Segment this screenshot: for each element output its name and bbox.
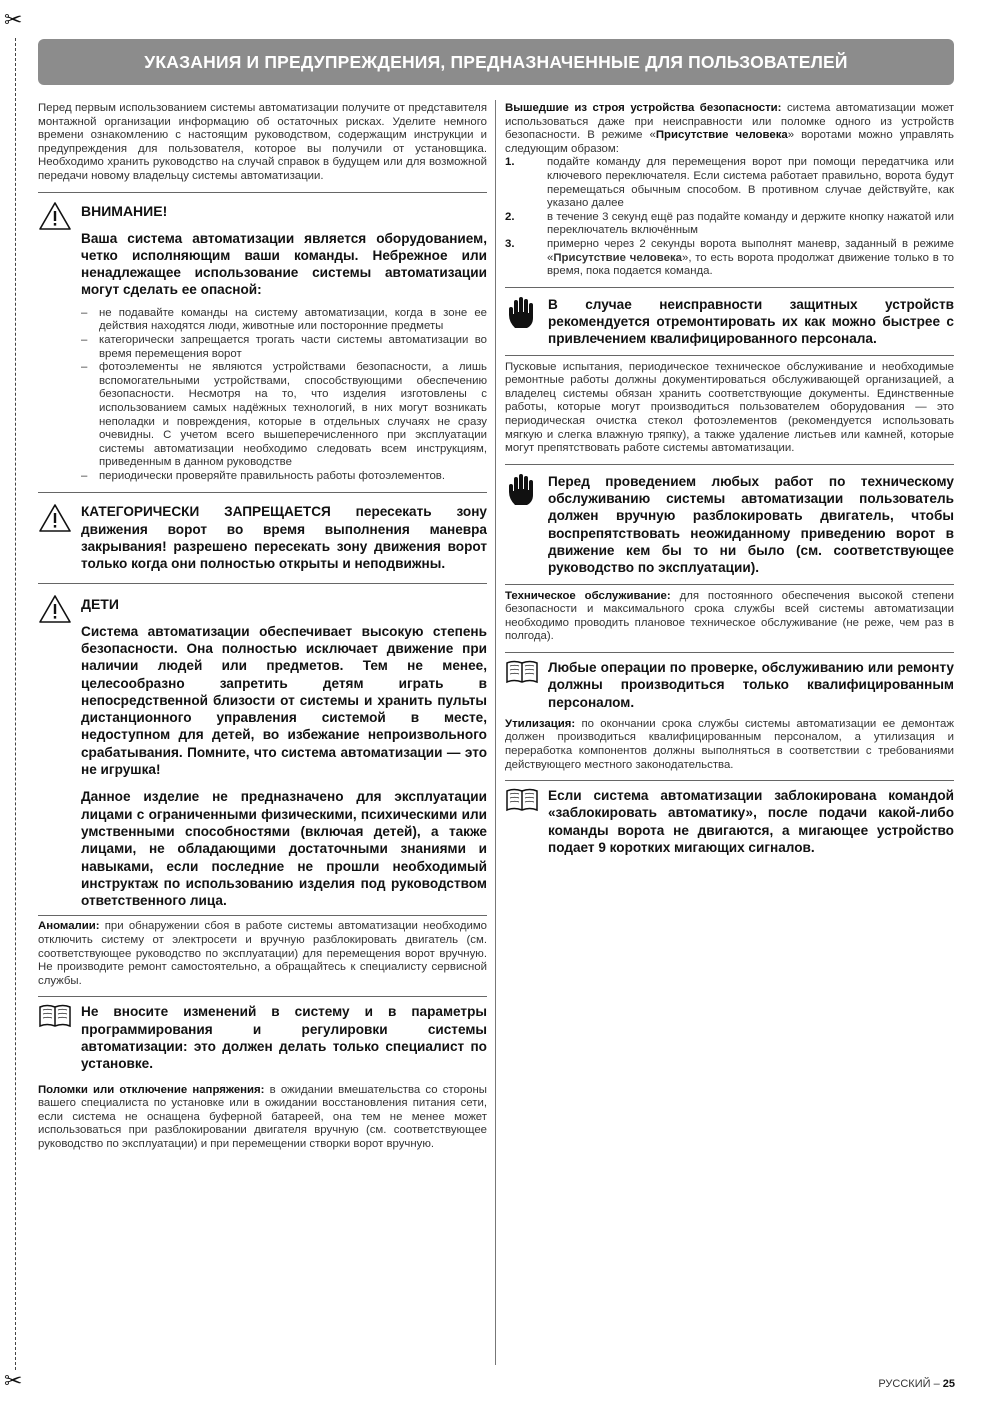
step-text: примерно через 2 секунды ворота выполнят маневр, заданный в режиме « bbox=[547, 237, 954, 264]
step-number: 2. bbox=[505, 210, 515, 223]
book-icon bbox=[38, 1003, 72, 1029]
attention-block bbox=[38, 201, 487, 484]
divider bbox=[505, 287, 954, 288]
divider bbox=[505, 584, 954, 585]
list-item: – не подавайте команды на систему автоматизации, когда в зоне ее действия находятся люди, животные или посторонние предметы bbox=[81, 307, 487, 334]
outage-label: Поломки или отключение напряжения: bbox=[38, 1083, 265, 1096]
hand-stop-icon bbox=[505, 296, 539, 330]
steps-list bbox=[505, 156, 954, 278]
warning-triangle-icon bbox=[38, 201, 72, 231]
children-block bbox=[38, 594, 487, 910]
cut-line bbox=[15, 38, 16, 1370]
step-number: 1. bbox=[505, 156, 515, 169]
intro-paragraph: Перед первым использованием системы автоматизации получите от представителя монтажной организации информацию об остаточных рисках. Уделите немного времени ознакомлению с настоящим руководством, содержащим инструкции и предупреждения для пользователя, которое вы получили от установщика. Необходимо хранить руководство на случай справок в будущем или для возможной передачи новому владельцу системы автоматизации. bbox=[38, 102, 487, 182]
disposal-paragraph bbox=[505, 718, 954, 772]
mode-name: Присутствие человека bbox=[655, 129, 788, 142]
page-footer bbox=[878, 1378, 955, 1390]
outage-paragraph bbox=[38, 1084, 487, 1152]
anomalies-paragraph bbox=[38, 920, 487, 988]
attention-title: ВНИМАНИЕ! bbox=[81, 202, 168, 219]
footer-language: РУССКИЙ – bbox=[878, 1378, 943, 1390]
failed-text: система автоматизации может использоваться даже при неисправности или поломке одного из устройств безопасности. В режиме « bbox=[505, 102, 954, 142]
step-text: », то есть ворота продолжат движение только в то время, пока подается команда. bbox=[547, 251, 954, 278]
attention-text: Ваша система автоматизации является оборудованием, четко исполняющим ваши команды. Небрежное или ненадлежащее использование системы автоматизации могут сделать ее опасной: bbox=[81, 230, 487, 298]
anomalies-label: Аномалии: bbox=[38, 920, 100, 933]
failed-text: » воротами можно управлять следующим образом: bbox=[505, 129, 954, 155]
step-text: в течение 3 секунд ещё раз подайте команду и держите кнопку нажатой или переключатель включённым bbox=[547, 210, 954, 237]
disposal-text: по окончании срока службы системы автоматизации ее демонтаж должен производиться квалифицированным персоналом, а утилизация и переработка компонентов должны выполняться в соответствии с требованиями действующего местного законодательства. bbox=[505, 717, 954, 771]
divider bbox=[505, 355, 954, 356]
right-column bbox=[505, 102, 954, 856]
divider bbox=[505, 715, 954, 716]
maintenance-paragraph bbox=[505, 590, 954, 644]
divider bbox=[38, 915, 487, 916]
divider bbox=[505, 780, 954, 781]
maintenance-text: для постоянного обеспечения высокой степени безопасности и максимального срока службы всей системы автоматизации необходимо проводить плановое техническое обслуживание (не реже, чем раз в полгода). bbox=[505, 589, 955, 643]
divider bbox=[505, 464, 954, 465]
list-item: – категорически запрещается трогать части системы автоматизации во время перемещения ворот bbox=[81, 334, 487, 361]
hand-stop-icon bbox=[505, 473, 539, 507]
qualified-text: Любые операции по проверке, обслуживанию или ремонту должны производиться только квалифицированным персоналом. bbox=[548, 659, 954, 710]
left-column bbox=[38, 102, 487, 1152]
book-icon bbox=[505, 659, 539, 685]
step-item bbox=[505, 211, 954, 238]
outage-text: в ожидании вмешательства со стороны вашего специалиста по установке или в ожидании восстановления питания сети, если система не оснащена буферной батареей, она тем не менее может использоваться при разблокировании двигателя вручную (см. соответствующее руководство по эксплуатации) и при перемещении створки ворот вручную. bbox=[38, 1083, 487, 1150]
page-number: 25 bbox=[942, 1378, 955, 1390]
divider bbox=[38, 192, 487, 193]
disposal-label: Утилизация: bbox=[505, 717, 576, 730]
maintenance-label: Техническое обслуживание: bbox=[505, 589, 671, 602]
step-item bbox=[505, 238, 954, 279]
failed-devices-paragraph bbox=[505, 102, 954, 156]
list-item: – фотоэлементы не являются устройствами безопасности, а лишь вспомогательными устройствами, способствующими обеспечению безопасности. Несмотря на то, что изделия изготовлены с использованием самых надёжных технологий, в них могут возникать неполадки и повреждения, которые в отдельных случаях не сразу очевидны. С учетом всего вышеперечисленного при эксплуатации системы автоматизации необходимо следовать всем инструкциям, приведенным в данном руководстве bbox=[81, 361, 487, 470]
forbidden-text: КАТЕГОРИЧЕСКИ ЗАПРЕЩАЕТСЯ пересекать зону движения ворот во время выполнения маневра закрывания! разрешено пересекать зону движения ворот только когда они полностью открыты и неподвижны. bbox=[81, 504, 487, 572]
children-text: Система автоматизации обеспечивает высокую степень безопасности. Она полностью исключает движение при наличии людей или предметов. Тем не менее, целесообразно запретить детям играть в непосредственной близости от системы и хранить пульты дистанционного управления системой в месте, недоступном для детей, во избежание непроизвольного срабатывания. Помните, что система автоматизации — это не игрушка! bbox=[81, 623, 487, 778]
warning-triangle-icon bbox=[38, 503, 72, 533]
failed-label: Вышедшие из строя устройства безопасности: bbox=[505, 102, 782, 114]
no-changes-block bbox=[38, 1003, 487, 1072]
divider bbox=[38, 583, 487, 584]
divider bbox=[38, 1079, 487, 1080]
divider bbox=[505, 652, 954, 653]
divider bbox=[38, 996, 487, 997]
repair-text: В случае неисправности защитных устройств рекомендуется отремонтировать их как можно быстрее с привлечением квалифицированного персонала. bbox=[548, 296, 954, 347]
step-item bbox=[505, 156, 954, 210]
list-item: – периодически проверяйте правильность работы фотоэлементов. bbox=[81, 470, 487, 484]
page-title: УКАЗАНИЯ И ПРЕДУПРЕЖДЕНИЯ, ПРЕДНАЗНАЧЕННЫЕ ДЛЯ ПОЛЬЗОВАТЕЛЕЙ bbox=[144, 51, 848, 72]
blocked-block bbox=[505, 787, 954, 856]
column-divider bbox=[495, 100, 496, 1365]
warning-triangle-icon bbox=[38, 594, 72, 624]
scissors-icon: ✂ bbox=[4, 8, 23, 33]
unlock-text: Перед проведением любых работ по техническому обслуживанию системы автоматизации пользователь должен вручную разблокировать двигатель, чтобы воспрепятствовать неожиданному приведению ворот в движение кем бы то ни было (см. соответствующее руководство по эксплуатации). bbox=[548, 473, 954, 576]
attention-list bbox=[81, 307, 487, 484]
scissors-icon: ✂ bbox=[4, 1369, 23, 1394]
tests-paragraph: Пусковые испытания, периодическое техническое обслуживание и необходимые ремонтные работы должны документироваться обслуживающей организацией, а владелец системы обязан хранить соответствующие документы. Единственные работы, которые могут производиться пользователем оборудования — это периодическая очистка стекол фотоэлементов (рекомендуется использовать мягкую и слегка влажную тряпку), а также удаление листьев или камней, которые могут препятствовать работе системы автоматизации. bbox=[505, 360, 954, 455]
children-text: Данное изделие не предназначено для эксплуатации лицами с ограниченными физическими, психическими или умственными способностями (включая детей), а также лицами, не обладающими достаточными знаниями и навыками, если последние не прошли необходимый инструктаж по использованию изделия под руководством ответственного лица. bbox=[81, 789, 487, 909]
mode-name: Присутствие человека bbox=[553, 251, 682, 264]
step-number: 3. bbox=[505, 237, 515, 250]
header-banner bbox=[38, 39, 954, 85]
no-changes-text: Не вносите изменений в систему и в параметры программирования и регулировки системы автоматизации: это должен делать только специалист по установке. bbox=[81, 1004, 487, 1072]
anomalies-text: при обнаружении сбоя в работе системы автоматизации необходимо отключить систему от электросети и вручную разблокировать двигатель (см. соответствующее руководство по эксплуатации) для перемещения ворот вручную. Не производите ремонт самостоятельно, а обращайтесь к специалисту сервисной службы. bbox=[38, 920, 487, 987]
qualified-block bbox=[505, 659, 954, 711]
forbidden-block bbox=[38, 503, 487, 572]
unlock-block bbox=[505, 473, 954, 577]
book-icon bbox=[505, 787, 539, 813]
divider bbox=[38, 492, 487, 493]
repair-block bbox=[505, 296, 954, 348]
children-title: ДЕТИ bbox=[81, 595, 119, 612]
blocked-text: Если система автоматизации заблокирована командой «заблокировать автоматику», после подачи какой-либо команды ворота не двигаются, а мигающее устройство подает 9 коротких мигающих сигналов. bbox=[548, 788, 954, 856]
step-text: подайте команду для перемещения ворот при помощи передатчика или ключевого переключателя. Если система работает правильно, ворота будут перемещаться обычным способом. В противном случае действуйте, как указано далее bbox=[547, 156, 954, 210]
